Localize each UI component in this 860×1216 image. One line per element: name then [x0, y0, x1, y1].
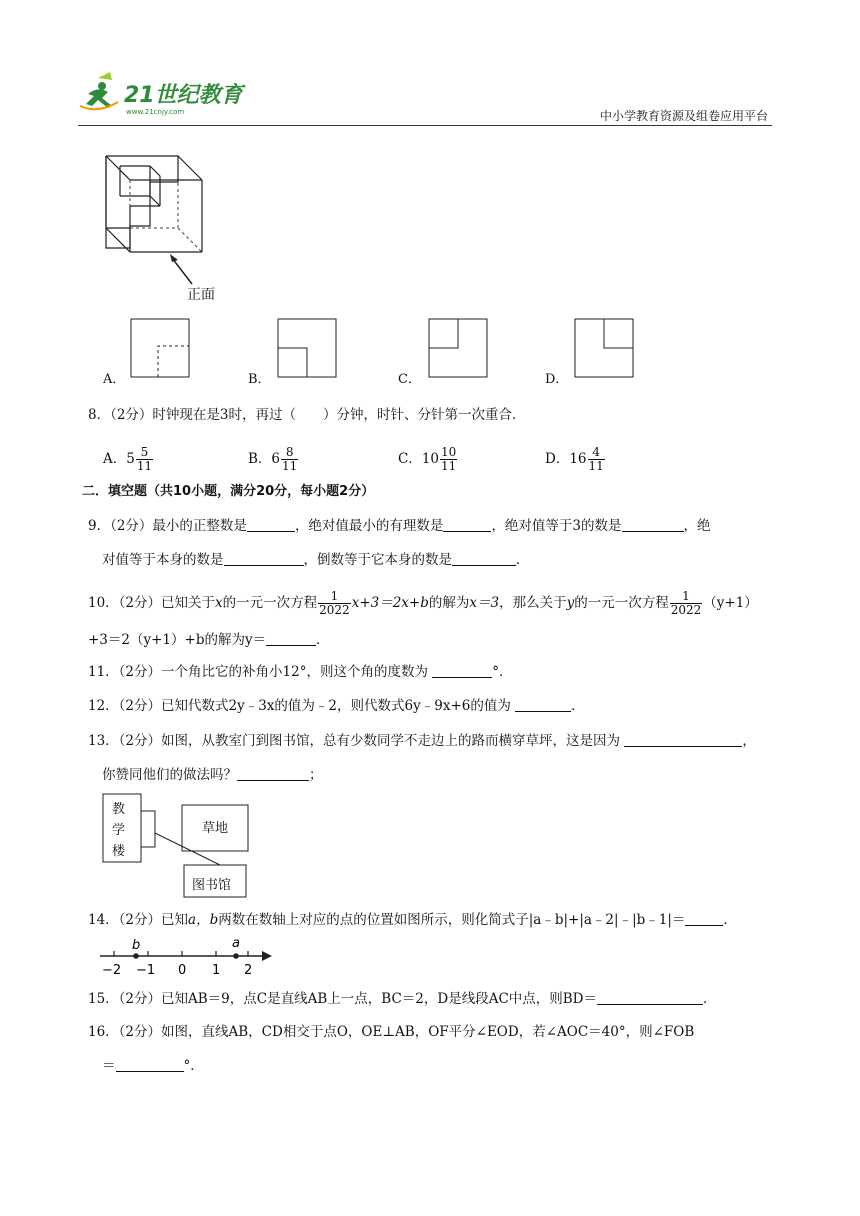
option-c-figure: [428, 318, 488, 378]
point-b-label: b: [132, 938, 141, 953]
option-c-label: C．: [398, 372, 421, 387]
q8-option-d: D．16 $\frac{4}{11}$: [545, 445, 604, 473]
section-heading: 二．填空题（共10小题，满分20分，每小题2分）: [82, 484, 375, 499]
tick-label: 2: [244, 963, 253, 978]
svg-text:www.21cnjy.com: www.21cnjy.com: [126, 108, 185, 116]
q10-line1: 10．（2分）已知关于x的一元一次方程 $\frac{1}{2022}$ x+3＝2x+b的解为x＝3，那么关于y的一元一次方程 $\frac{1}{2022}$ （y+1）: [88, 589, 758, 617]
q13-line1: 13．（2分）如图，从教室门到图书馆，总有少数同学不走边上的路而横穿草坪，这是因为 ，: [88, 733, 756, 749]
arrow-right-icon: [262, 951, 272, 961]
option-d-label: D．: [545, 372, 569, 387]
q9-line2: 对值等于本身的数是 ，倒数等于它本身的数是 ．: [102, 552, 530, 568]
option-a-label: A．: [103, 372, 126, 387]
q13-figure: [102, 793, 252, 899]
library-label: 图书馆: [192, 878, 232, 893]
q16-line2: ＝ °．: [102, 1058, 204, 1074]
q8-options: [103, 436, 663, 476]
option-b-figure: [277, 318, 337, 378]
logo: [78, 72, 278, 122]
building-char-1: 教: [112, 802, 126, 817]
tick-label: −1: [136, 963, 156, 978]
option-a-figure: [130, 318, 190, 378]
q8-option-c: C．10 $\frac{10}{11}$: [398, 445, 457, 473]
platform-name: 中小学教育资源及组卷应用平台: [599, 109, 768, 123]
q8-stem: 8．（2分）时钟现在是3时，再过（ ）分钟，时针、分针第一次重合．: [88, 407, 526, 423]
q15: 15．（2分）已知AB＝9，点C是直线AB上一点，BC＝2，D是线段AC中点，则BD＝ ．: [88, 991, 717, 1007]
q16-line1: 16．（2分）如图，直线AB，CD相交于点O，OE⊥AB，OF平分∠EOD，若∠AOC＝40°，则∠FOB: [88, 1024, 695, 1040]
number-line: [96, 934, 276, 984]
front-label: 正面: [187, 287, 215, 303]
building-char-3: 楼: [112, 844, 126, 859]
arrow-icon: [172, 258, 192, 284]
runner-logo-icon: [78, 72, 278, 122]
building-char-2: 学: [112, 823, 126, 838]
tick-label: −2: [102, 963, 122, 978]
header-rule: [78, 125, 772, 126]
option-b-label: B．: [248, 372, 271, 387]
q9-line1: 9．（2分）最小的正整数是 ，绝对值最小的有理数是 ，绝对值等于3的数是 ，绝: [88, 518, 711, 534]
q12: 12．（2分）已知代数式2y﹣3x的值为﹣2，则代数式6y﹣9x+6的值为 ．: [88, 698, 585, 714]
tick-label: 0: [178, 963, 187, 978]
q14: 14．（2分）已知a，b两数在数轴上对应的点的位置如图所示，则化简式子|a﹣b|+|a﹣2|﹣|b﹣1|＝ ．: [88, 912, 737, 928]
q13-line2: 你赞同他们的做法吗？ ；: [102, 767, 323, 783]
point-a-label: a: [232, 936, 240, 951]
option-d-figure: [574, 318, 634, 378]
q11: 11．（2分）一个角比它的补角小12°，则这个角的度数为 °．: [88, 664, 513, 680]
tick-label: 1: [212, 963, 221, 978]
q10-line2: +3＝2（y+1）+b的解为y＝ ．: [88, 632, 330, 648]
lawn-label: 草地: [202, 821, 229, 836]
q8-option-a: A．5 $\frac{5}{11}$: [103, 445, 153, 473]
svg-text:21世纪教育: 21世纪教育: [124, 83, 243, 108]
q8-option-b: B．6 $\frac{8}{11}$: [248, 445, 298, 473]
cube-figure: [100, 150, 220, 305]
